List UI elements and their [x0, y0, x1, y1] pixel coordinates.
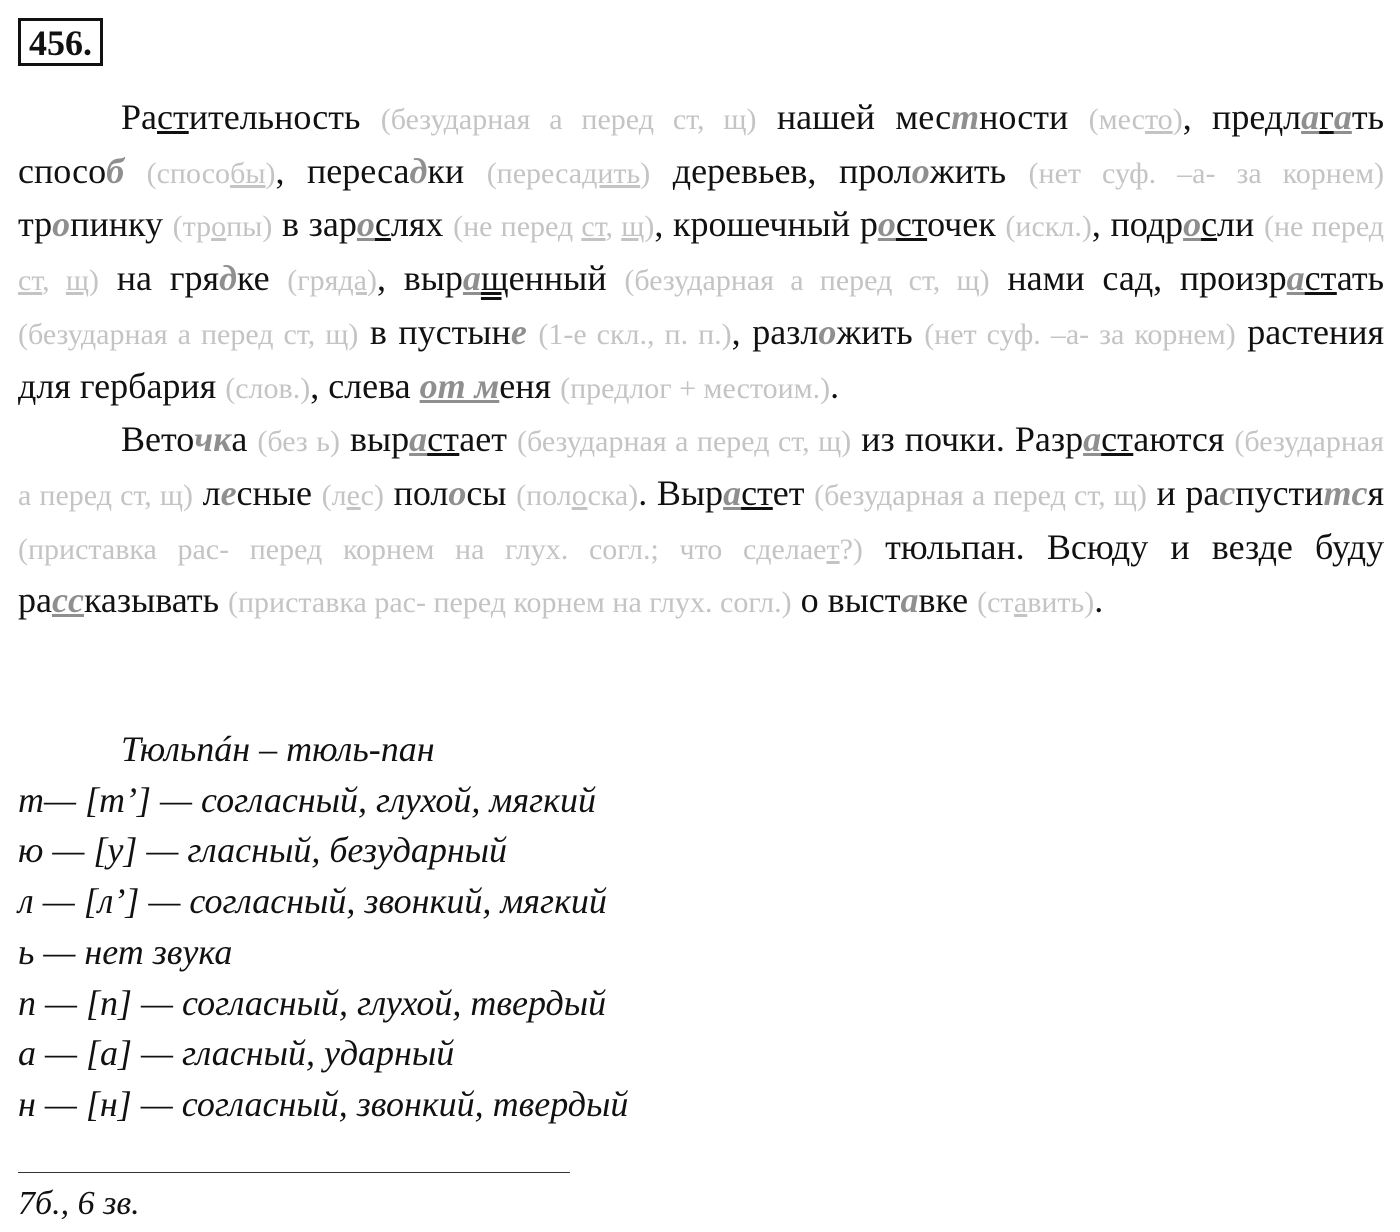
footnote-divider — [18, 1172, 570, 1173]
paragraph-2 — [18, 414, 1384, 629]
phonetic-line: а — [а] — гласный, ударный — [18, 1033, 455, 1074]
word-part: пол — [393, 472, 449, 513]
word-part: с — [1201, 204, 1218, 245]
word-part: из почки. Разр — [861, 419, 1084, 460]
marked-letter: е — [220, 472, 237, 513]
word-part: ать — [1336, 258, 1384, 299]
word-part: , крошечный р — [654, 204, 878, 245]
note: (искл.) — [1005, 210, 1092, 244]
note: (предлог + местоим.) — [560, 371, 831, 405]
word-part: ли — [1217, 204, 1255, 245]
word-part: на гря — [116, 258, 220, 299]
marked-letter: а — [409, 419, 428, 460]
word-part: Вето — [121, 419, 195, 460]
phonetic-line: т— [т’] — согласный, глухой, мягкий — [18, 779, 597, 820]
note: (способы) — [146, 156, 276, 190]
word-part: нашей мес — [776, 97, 952, 137]
marked-letter: е — [510, 311, 527, 352]
note: (приставка рас- перед корнем на глух. согл.) — [228, 586, 792, 620]
note: (нет суф. –а- за корнем) — [924, 317, 1236, 351]
footnote: 7б., 6 зв. — [18, 1185, 140, 1222]
note: (безударная а перед ст, щ) — [18, 425, 1385, 512]
word-part: с — [374, 204, 391, 245]
marked-letter: а — [462, 258, 481, 299]
word-part: в пустын — [369, 311, 511, 352]
word-part: щ — [480, 258, 509, 299]
phonetic-line: л — [л’] — согласный, звонкий, мягкий — [18, 881, 607, 922]
word-part: ает — [459, 419, 507, 460]
exercise-text — [18, 92, 1384, 629]
note: (лес) — [321, 478, 384, 512]
note: (пересадить) — [486, 156, 651, 190]
word-part: ст — [741, 472, 773, 513]
word-part: рбария — [110, 365, 217, 406]
note: (приставка рас- перед корнем на глух. согл.; что сделает?) — [18, 532, 863, 566]
note: (полоска) — [516, 478, 639, 512]
note: (безударная а перед ст, щ) — [517, 425, 852, 459]
word-part: растения для г — [18, 311, 1385, 406]
word-part: ст — [157, 97, 189, 137]
word-part: а — [231, 419, 248, 460]
marked-letter: чк — [194, 419, 232, 460]
marked-letter: а — [1083, 419, 1102, 460]
word-part: выр — [349, 419, 410, 460]
marked-letter: а — [723, 472, 742, 513]
word-part: ки — [427, 150, 465, 191]
word-part: ности — [979, 97, 1069, 137]
word-part: сы — [466, 472, 507, 513]
marked-letter: с — [1219, 472, 1236, 513]
word-part: . — [1094, 580, 1104, 621]
phonetic-line: п — [п] — согласный, глухой, твердый — [18, 982, 607, 1023]
word-part: ть спосо — [18, 97, 1385, 191]
word-part: нами сад, произр — [1007, 258, 1287, 299]
marked-letter: о — [1183, 204, 1202, 245]
word-part: , подр — [1091, 204, 1184, 245]
paragraph-1 — [18, 92, 1384, 414]
word-part: , предл — [1182, 97, 1302, 137]
note: (без ь) — [257, 425, 340, 459]
word-part: казывать — [83, 580, 220, 621]
marked-letter: т — [951, 97, 980, 137]
word-part: пусти — [1235, 472, 1324, 513]
marked-letter: сс — [51, 580, 84, 621]
marked-letter: о — [356, 204, 375, 245]
word-part: ет — [772, 472, 805, 513]
word-part: жить — [836, 311, 913, 352]
note: (безударная а перед ст, щ) — [624, 264, 990, 298]
marked-letter: тс — [1323, 472, 1368, 513]
word-part: ке — [236, 258, 270, 299]
word-part: ст — [427, 419, 460, 460]
marked-letter: д — [219, 258, 237, 299]
word-part: , слева — [310, 365, 411, 406]
note: (ставить) — [977, 586, 1095, 620]
note: (1-е скл., п. п.) — [538, 317, 732, 351]
word-part: ст — [895, 204, 928, 245]
phonetic-line: н — [н] — согласный, звонкий, твердый — [18, 1083, 629, 1124]
word-part: е — [94, 365, 111, 406]
marked-letter: а — [1286, 258, 1305, 299]
word-part: вке — [918, 580, 969, 621]
word-part: лях — [390, 204, 444, 245]
note: (безударная а перед ст, щ) — [814, 478, 1147, 512]
marked-letter: а — [1333, 97, 1352, 137]
marked-letter: а — [900, 580, 919, 621]
word-part: ст — [1101, 419, 1134, 460]
word-part: . — [830, 365, 840, 406]
phonetic-heading: Тюльпáн – тюль-пан — [121, 729, 435, 769]
word-part: деревьев, прол — [672, 150, 912, 191]
phonetic-analysis — [18, 724, 628, 1130]
word-part: и ра — [1156, 472, 1220, 513]
marked-letter: о — [448, 472, 467, 513]
word-part: г — [1319, 97, 1334, 137]
word-part: ительность — [188, 97, 361, 137]
marked-letter: д — [409, 150, 428, 191]
marked-letter: от м — [419, 365, 500, 406]
note: (безударная а перед ст, щ) — [18, 317, 359, 351]
marked-letter: а — [1301, 97, 1320, 137]
note: (не перед ст, щ) — [18, 210, 1385, 298]
note: (место) — [1088, 103, 1183, 136]
note: (нет суф. –а- за корнем) — [1028, 156, 1385, 190]
word-part: очек — [927, 204, 996, 245]
word-part: жить — [929, 150, 1007, 191]
word-part: аются — [1133, 419, 1225, 460]
word-part: Ра — [121, 97, 157, 137]
phonetic-line: ю — [у] — гласный, безударный — [18, 830, 508, 871]
word-part: сные — [236, 472, 312, 513]
word-part: в зар — [282, 204, 357, 245]
word-part: ст — [1304, 258, 1337, 299]
note: (тропы) — [172, 210, 273, 244]
marked-letter: о — [911, 150, 930, 191]
note: (безударная а перед ст, щ) — [380, 103, 757, 136]
word-part: еня — [499, 365, 552, 406]
marked-letter: о — [818, 311, 837, 352]
marked-letter: б — [106, 150, 125, 191]
word-part: , выр — [376, 258, 463, 299]
word-part: о выст — [800, 580, 901, 621]
exercise-number: 456. — [18, 18, 103, 66]
word-part: я — [1367, 472, 1385, 513]
note: (гряда) — [287, 264, 377, 298]
word-part: л — [202, 472, 221, 513]
word-part: , разл — [731, 311, 819, 352]
phonetic-line: ь — нет звука — [18, 931, 233, 972]
marked-letter: о — [52, 204, 71, 245]
word-part: енный — [508, 258, 607, 299]
word-part: тр — [18, 204, 53, 245]
word-part: пинку — [70, 204, 163, 245]
word-part: . Выр — [638, 472, 724, 513]
note: (не перед ст, щ) — [453, 210, 655, 244]
note: (слов.) — [225, 371, 311, 405]
marked-letter: о — [877, 204, 896, 245]
word-part: тюльпан. Всюду и везде буду ра — [18, 526, 1385, 621]
word-part: , переса — [275, 150, 410, 191]
